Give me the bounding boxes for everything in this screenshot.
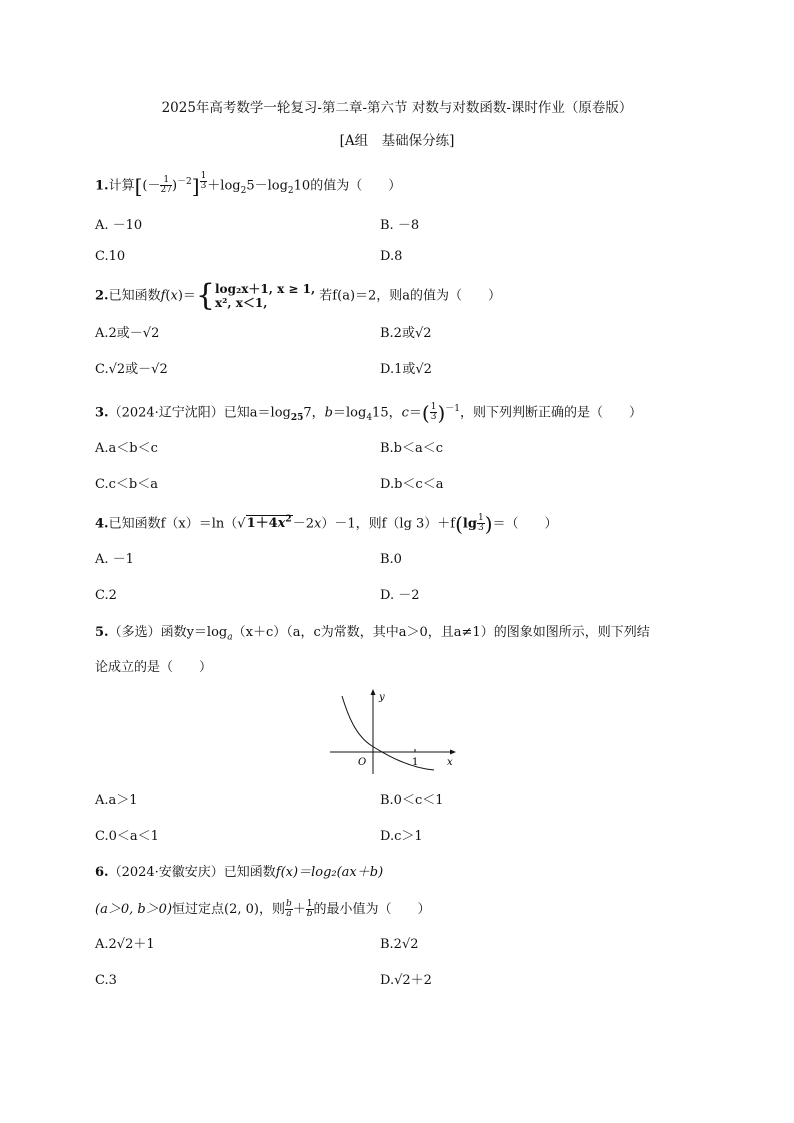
option-b[interactable]: B.b＜a＜c (380, 441, 444, 456)
question-text: 的值为（ ） (310, 178, 402, 194)
option-d[interactable]: D.c＞1 (380, 829, 423, 844)
tick-label-1: 1 (412, 757, 419, 768)
question-2: 2.已知函数f(x)＝{ log₂x＋1, x ≥ 1, x², x＜1, 若f(a)＝2，则a的值为（ ） (95, 278, 502, 313)
question-number: 6. (95, 865, 109, 880)
option-b[interactable]: B.0 (380, 552, 402, 567)
function-curve (342, 696, 434, 770)
question-text: 若f(a)＝2，则a的值为（ ） (315, 288, 502, 304)
option-d[interactable]: D.√2＋2 (380, 973, 432, 988)
question-6 (95, 864, 383, 882)
option-a[interactable]: A. －10 (95, 218, 143, 233)
question-text: 已知函数f（x）＝ln（ (108, 516, 238, 532)
question-text: 已知函数 (108, 288, 161, 304)
question-text: （2024·辽宁沈阳）已知a＝log (108, 405, 291, 421)
question-number: 1. (95, 178, 109, 194)
fraction-numerator: 1 (160, 176, 171, 186)
option-d[interactable]: D.b＜c＜a (380, 477, 444, 492)
condition: (a＞0, b＞0) (95, 902, 173, 917)
question-number: 3. (95, 405, 109, 421)
option-a[interactable]: A. －1 (95, 552, 134, 567)
question-text: 恒过定点 (172, 902, 225, 917)
question-text: ，则f（lg 3）＋f (355, 516, 456, 532)
option-d[interactable]: D.8 (380, 249, 403, 264)
fixed-point: (2, 0) (224, 902, 259, 917)
option-c[interactable]: C.3 (95, 973, 117, 988)
question-text: （2024·安徽安庆）已知函数 (108, 865, 276, 880)
option-a[interactable]: A.2或－√2 (95, 326, 160, 341)
log-function-graph (330, 688, 460, 776)
option-d[interactable]: D.1或√2 (380, 362, 432, 377)
option-c[interactable]: C.2 (95, 588, 117, 603)
fraction-denominator: 27 (160, 185, 172, 196)
question-text: ，则 (259, 902, 286, 917)
question-text: ＝（ ） (492, 516, 558, 532)
y-axis-label: y (379, 692, 385, 703)
question-text: ，则下列判断正确的是（ ） (459, 405, 642, 421)
question-4: 4.已知函数$f(x)=\ln(√1+4x^2-2x)-1$，则f（lg 3）＋f(lg $\frac{1}{3}$ )＝（ ） (95, 511, 558, 536)
question-number: 2. (95, 288, 109, 304)
option-b[interactable]: B.2或√2 (380, 326, 432, 341)
question-3: 3.（2024·辽宁沈阳）已知$a=\log_{25}7$，$b=\log_415$，c＝( $\frac{1}{3}$ )$^{-1}$，则下列判断正确的是（ ） (95, 400, 642, 425)
y-axis-arrow (371, 689, 376, 695)
question-5-line-2: 论成立的是（ ） (95, 660, 213, 675)
option-c[interactable]: C.10 (95, 249, 126, 264)
question-1: 1.计算[(－ $\frac{1}{27}$ )$^{-2}$] $^{\frac{1}{3}}$ $+\log_25-\log_210$的值为（ ） (95, 171, 402, 198)
x-axis-arrow (450, 750, 456, 755)
question-text: ＋log (207, 178, 241, 194)
option-a[interactable]: A.a＞1 (95, 793, 138, 808)
question-5: 5.（多选）函数$y=\log_a(x+c)(a$，c为常数，其中a＞0，且a≠1）的图象如图所示，则下列结 (95, 625, 650, 643)
page-title: 2025年高考数学一轮复习-第二章-第六节 对数与对数函数-课时作业（原卷版） (161, 100, 633, 116)
option-c[interactable]: C.√2或－√2 (95, 362, 168, 377)
question-number: 4. (95, 516, 109, 532)
question-6-line-2: (a＞0, b＞0)恒过定点(2, 0)，则 $\frac{b}{a}$ ＋ $\frac{1}{b}$ 的最小值为（ ） (95, 899, 431, 919)
group-label: [A组 基础保分练] (339, 133, 455, 149)
question-text: 的最小值为（ ） (313, 902, 431, 917)
option-b[interactable]: B.0＜c＜1 (380, 793, 444, 808)
option-c[interactable]: C.c＜b＜a (95, 477, 158, 492)
option-a[interactable]: A.2√2＋1 (95, 937, 155, 952)
function-expression: f(x)＝log₂(ax＋b) (275, 865, 384, 880)
question-text: （多选）函数y＝log (108, 625, 228, 640)
piecewise-case-1: log₂x＋1, x ≥ 1, (215, 282, 316, 296)
option-d[interactable]: D. －2 (380, 588, 420, 603)
question-number: 5. (95, 625, 109, 640)
origin-label: O (358, 757, 367, 768)
option-b[interactable]: B. －8 (380, 218, 420, 233)
option-b[interactable]: B.2√2 (380, 937, 419, 952)
option-a[interactable]: A.a＜b＜c (95, 441, 158, 456)
question-text: 计算 (108, 178, 135, 194)
x-axis-label: x (447, 757, 453, 768)
option-c[interactable]: C.0＜a＜1 (95, 829, 159, 844)
question-text: （x＋c）（a，c为常数，其中a＞0，且a≠1）的图象如图所示，则下列结 (232, 625, 650, 640)
piecewise-case-2: x², x＜1, (215, 296, 268, 310)
